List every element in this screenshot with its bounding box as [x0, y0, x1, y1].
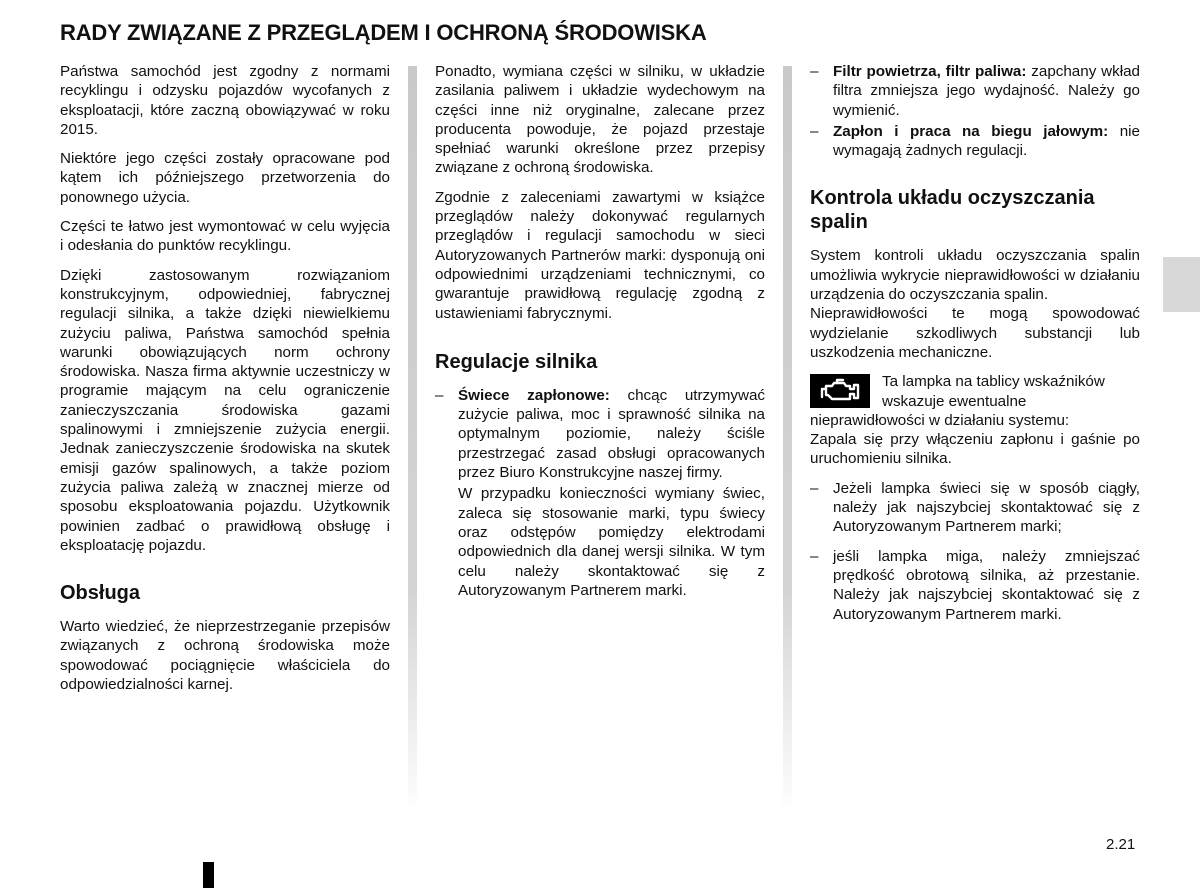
paragraph: W przypadku konieczności wymiany świec, zaleca się stosowanie marki, typu świecy oraz odstępów pomiędzy elektrodami odpowiednich dla danej wersji silnika. W tym celu należy skontaktować się z Autoryzowanym Partnerem marki.: [458, 485, 765, 599]
list-dash: –: [810, 479, 819, 497]
paragraph: Zgodnie z zaleceniami zawartymi w książce przeglądów należy dokonywać regularnych przeglądów i regulacji samochodu w sieci Autoryzowanych Partnerów marki: dysponują oni odpowiednimi urządzeniami technicznymi, co gwarantuje prawidłową regulację zgodną z ustawieniami fabrycznymi.: [435, 188, 765, 322]
list-item: [810, 547, 1140, 624]
paragraph: Zapala się przy włączeniu zapłonu i gaśnie po uruchomieniu silnika.: [810, 431, 1140, 468]
chapter-tab: [1163, 257, 1200, 312]
paragraph: Państwa samochód jest zgodny z normami recyklingu i odzysku pojazdów wycofanych z eksploatacji, które zaczną obowiązywać w roku 2015.: [60, 63, 390, 138]
list-item: [810, 62, 1140, 120]
list-dash: –: [810, 122, 819, 140]
column-2: [435, 62, 765, 610]
section-heading-obsluga: Obsługa: [60, 582, 141, 605]
section-heading-regulacje: Regulacje silnika: [435, 350, 598, 373]
column-1: [60, 62, 390, 704]
list-item-term: Filtr powietrza, filtr paliwa:: [833, 63, 1027, 80]
column-divider: [783, 66, 792, 816]
list-item-text: chcąc utrzymywać zużycie paliwa, moc i sprawność silnika na optymalnym poziomie, należy ściśle przestrzegać zasad obsługi opracowanych przez Biuro Konstrukcyjne naszej firmy.: [458, 386, 765, 482]
list-item: [810, 122, 1140, 161]
crop-mark: [203, 862, 214, 888]
warning-lamp-text: Ta lampka na tablicy wskaźników wskazuje ewentualne nieprawidłowości w działaniu systemu:: [810, 373, 1105, 429]
engine-warning-lamp-icon: [810, 374, 870, 408]
paragraph: Dzięki zastosowanym rozwiązaniom konstrukcyjnym, odpowiedniej, fabrycznej regulacji silnika, a także dzięki niewielkiemu zużyciu paliwa, Państwa samochód spełnia warunki obowiązujących norm ochrony środowiska. Nasza firma aktywnie uczestniczy w programie mającym na celu ograniczenie zanieczyszczania środowiska gazami spalinowymi i zmniejszenie zużycia energii. Jednak zanieczyszczenie środowiska na skutek emisji gazów spalinowych, a także poziom zużycia paliwa zależą w znacznej mierze od sposobu eksploatowania pojazdu. Użytkownik powinien zadbać o prawidłową obsługę i eksploatację pojazdu.: [60, 266, 390, 554]
list-dash: –: [810, 547, 819, 565]
list-item-text: jeśli lampka miga, należy zmniejszać prędkość obrotową silnika, aż przestanie. Należy jak najszybciej skontaktować się z Autoryzowanym Partnerem marki.: [833, 547, 1140, 623]
list-item-text: nie wymagają żadnych regulacji.: [833, 122, 1140, 160]
warning-lamp-note: [810, 372, 1140, 430]
list-item: [810, 479, 1140, 537]
column-divider: [408, 66, 417, 816]
paragraph: System kontroli układu oczyszczania spalin umożliwia wykrycie nieprawidłowości w działaniu urządzenia do oczyszczania spalin.: [810, 247, 1140, 304]
paragraph: Ponadto, wymiana części w silniku, w układzie zasilania paliwem i układzie wydechowym na części inne niż oryginalne, zalecane przez producenta powoduje, że pojazd przestaje spełniać warunki określone przez przepisy związane z ochroną środowiska.: [435, 63, 765, 177]
list-item-text: Jeżeli lampka świeci się w sposób ciągły, należy jak najszybciej skontaktować się z Autoryzowanym Partnerem marki;: [833, 479, 1140, 536]
list-dash: –: [435, 386, 444, 404]
list-item-text: zapchany wkład filtra zmniejsza jego wydajność. Należy go wymienić.: [833, 63, 1140, 119]
page-number: 2.21: [1106, 836, 1136, 853]
paragraph: Niektóre jego części zostały opracowane pod kątem ich późniejszego przetworzenia do ponownego użycia.: [60, 150, 390, 206]
list-item: [435, 386, 765, 482]
page-title: RADY ZWIĄZANE Z PRZEGLĄDEM I OCHRONĄ ŚRODOWISKA: [60, 20, 707, 45]
paragraph: Nieprawidłowości te mogą spowodować wydzielanie szkodliwych substancji lub uszkodzenia mechaniczne.: [810, 305, 1140, 361]
paragraph: Części te łatwo jest wymontować w celu wyjęcia i odesłania do punktów recyklingu.: [60, 218, 390, 255]
column-3: [810, 62, 1140, 626]
list-item-term: Świece zapłonowe:: [458, 386, 610, 404]
list-item-term: Zapłon i praca na biegu jałowym:: [833, 122, 1109, 140]
section-heading-kontrola: Kontrola układu oczyszczania spalin: [810, 187, 1095, 234]
paragraph: Warto wiedzieć, że nieprzestrzeganie przepisów związanych z ochroną środowiska może spowodować pociągnięcie właściciela do odpowiedzialności karnej.: [60, 618, 390, 694]
list-dash: –: [810, 63, 819, 80]
